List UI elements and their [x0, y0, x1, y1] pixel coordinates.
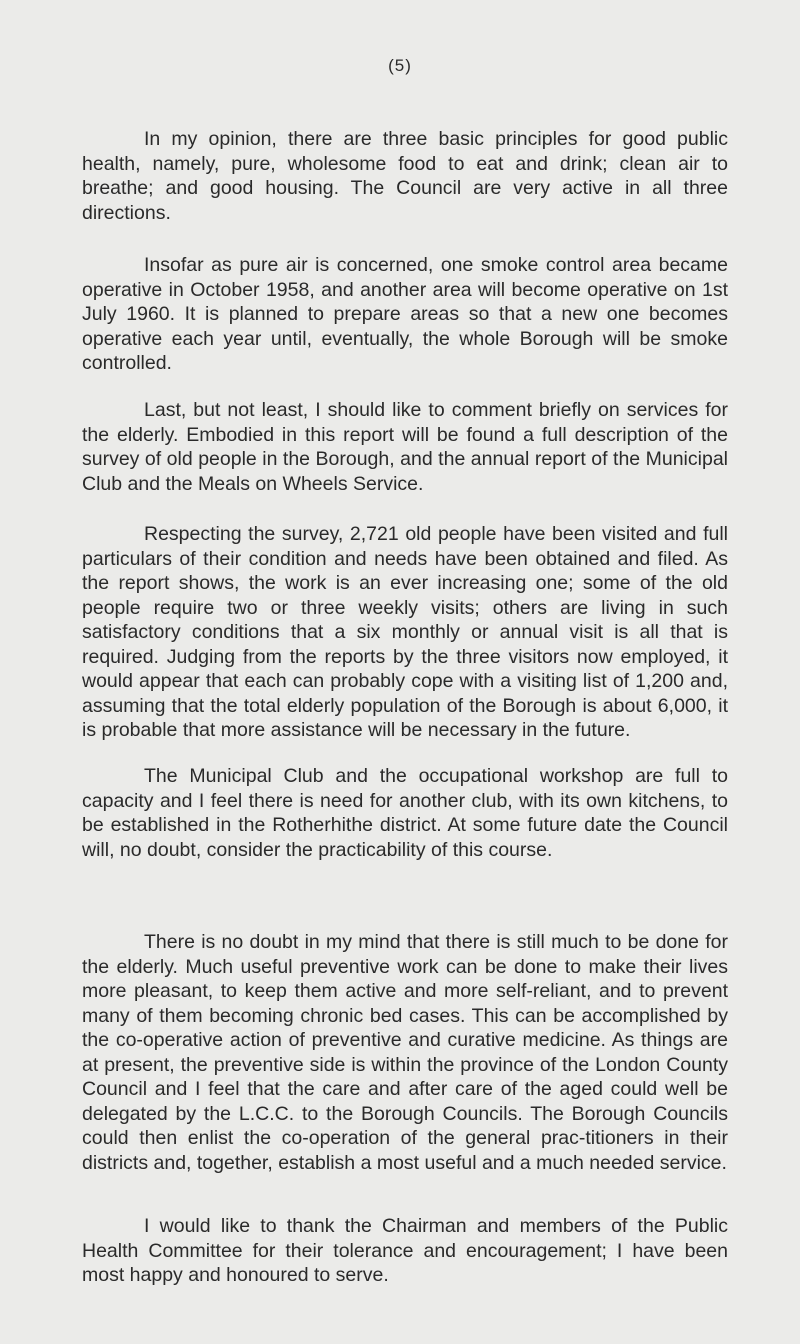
- paragraph-public-health-principles: In my opinion, there are three basic principles for good public health, namely, pure, wholesome food to eat and drink; clean air to breathe; and good housing. The Council are very active in all three directions.: [82, 128, 728, 224]
- page-number: (5): [388, 56, 412, 75]
- paragraph-survey: Respecting the survey, 2,721 old people have been visited and full particulars of their condition and needs have been obtained and filed. As the report shows, the work is an ever increasing one; some of the old people require two or three weekly visits; others are living in such satisfactory conditions that a six monthly or annual visit is all that is required. Judging from the reports by the three visitors now employed, it would appear that each can probably cope with a visiting list of 1,200 and, assuming that the total elderly population of the Borough is about 6,000, it is probable that more assistance will be necessary in the future.: [82, 523, 728, 741]
- paragraph-municipal-club: The Municipal Club and the occupational workshop are full to capacity and I feel there is need for another club, with its own kitchens, to be established in the Rotherhithe district. At some future date the Council will, no doubt, consider the practicability of this course.: [82, 765, 728, 861]
- paragraph-services-elderly: Last, but not least, I should like to comment briefly on services for the elderly. Embodied in this report will be found a full description of the survey of old people in the Borough, and the annual report of the Municipal Club and the Meals on Wheels Service.: [82, 399, 728, 495]
- paragraph-preventive-work: There is no doubt in my mind that there is still much to be done for the elderly. Much useful preventive work can be done to make their lives more pleasant, to keep them active and more self-reliant, and to prevent many of them becoming chronic bed cases. This can be accomplished by the co-operative action of preventive and curative medicine. As things are at present, the preventive side is within the province of the London County Council and I feel that the care and after care of the aged could well be delegated by the L.C.C. to the Borough Councils. The Borough Councils could then enlist the co-operation of the general prac-titioners in their districts and, together, establish a most useful and a much needed service.: [82, 931, 728, 1174]
- paragraph-thanks: I would like to thank the Chairman and members of the Public Health Committee for their tolerance and encouragement; I have been most happy and honoured to serve.: [82, 1215, 728, 1286]
- paragraph-smoke-control: Insofar as pure air is concerned, one smoke control area became operative in October 1958, and another area will become operative on 1st July 1960. It is planned to prepare areas so that a new one becomes operative each year until, eventually, the whole Borough will be smoke controlled.: [82, 254, 728, 374]
